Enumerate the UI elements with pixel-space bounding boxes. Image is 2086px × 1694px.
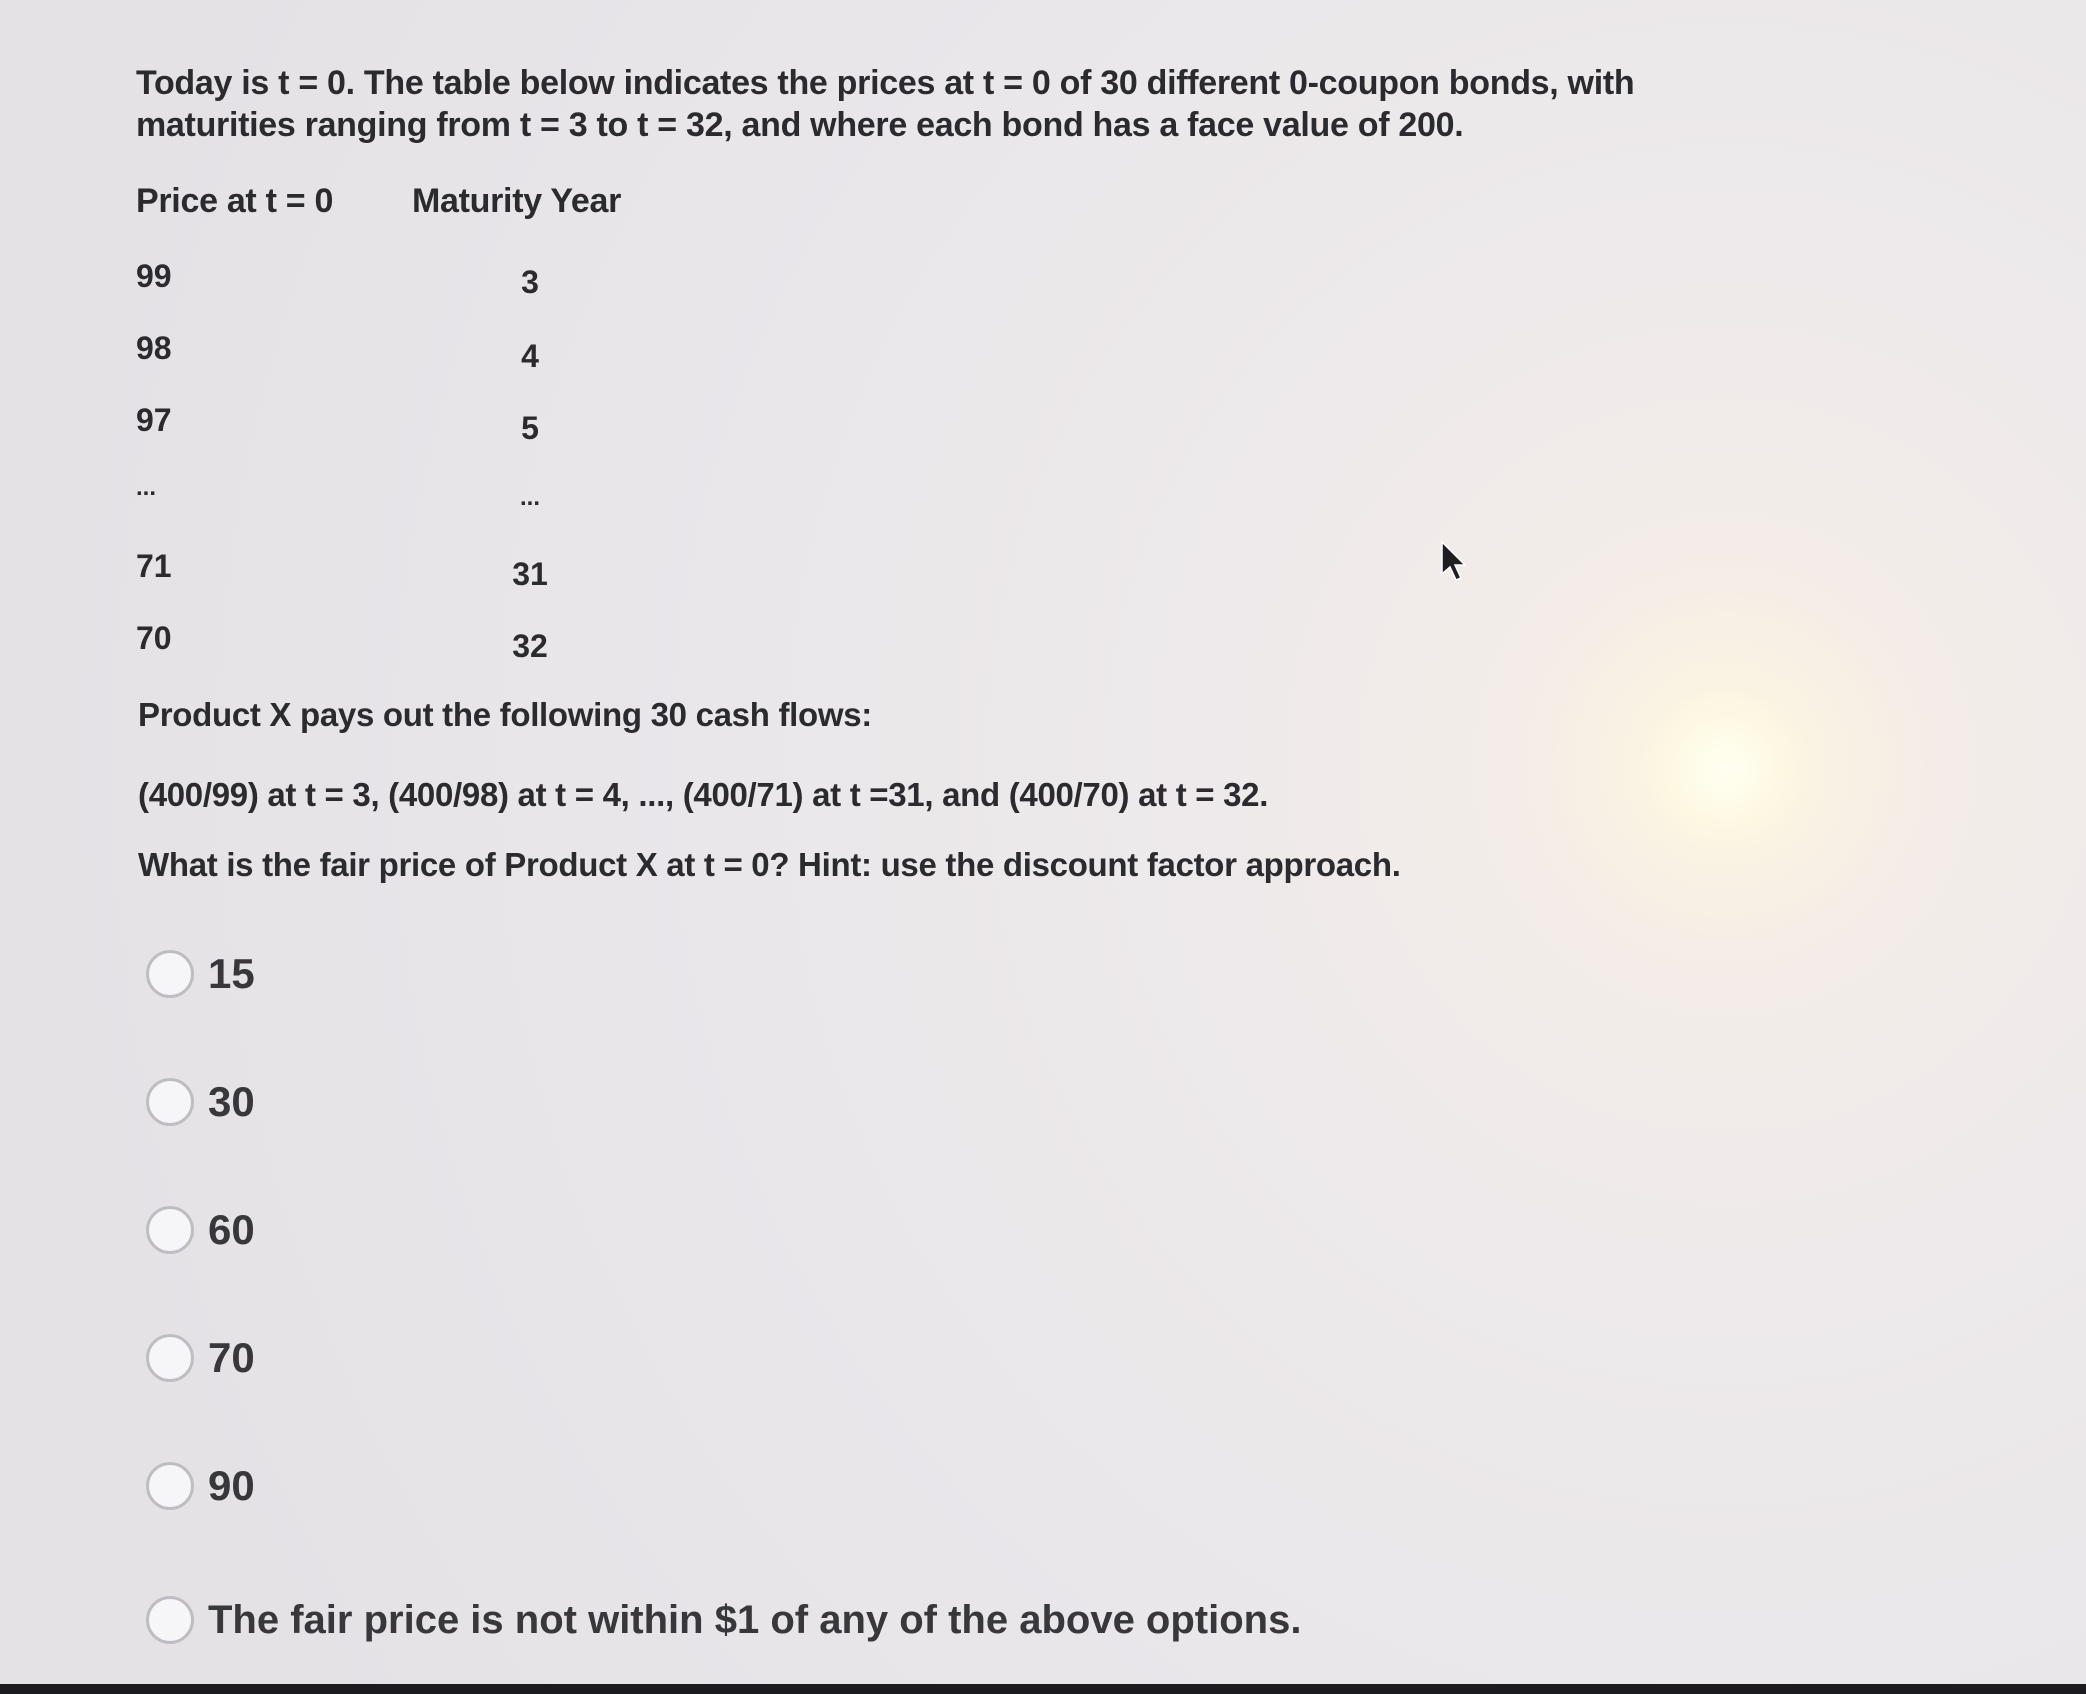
table-cell-price: ... (136, 474, 157, 501)
table-header-maturity-year: Maturity Year (412, 182, 622, 220)
table-cell-price: 70 (136, 620, 172, 656)
screen-glare (1635, 690, 1815, 850)
table-cell-year: 4 (521, 338, 539, 374)
radio-button-icon[interactable] (146, 1078, 194, 1126)
radio-button-icon[interactable] (146, 1206, 194, 1254)
monitor-bezel-edge (0, 1684, 2086, 1694)
answer-option-label: The fair price is not within $1 of any of the above options. (208, 1597, 1302, 1642)
answer-option-label: 90 (208, 1462, 255, 1509)
radio-button-icon[interactable] (146, 1596, 194, 1644)
mouse-pointer-icon (1440, 540, 1466, 582)
cash-flow-list: (400/99) at t = 3, (400/98) at t = 4, ..., (400/71) at t =31, and (400/70) at t = 32. (138, 776, 1269, 813)
question-intro: Today is t = 0. The table below indicates the prices at t = 0 of 30 different 0-coupon bonds, with maturities ranging from t = 3 to t = 32, and where each bond has a face value of 200. (136, 64, 1635, 144)
answer-option-90[interactable] (146, 1456, 255, 1516)
answer-option-label: 70 (208, 1334, 255, 1381)
answer-option-70[interactable] (146, 1328, 255, 1388)
answer-option-60[interactable] (146, 1200, 255, 1260)
table-cell-year: 32 (512, 628, 548, 664)
table-cell-price: 98 (136, 330, 172, 366)
answer-option-none[interactable] (146, 1590, 1301, 1650)
cash-flow-intro: Product X pays out the following 30 cash flows: (138, 696, 872, 733)
table-cell-year: 31 (512, 556, 548, 592)
table-cell-price: 97 (136, 402, 172, 438)
table-cell-price: 99 (136, 258, 172, 294)
answer-option-label: 60 (208, 1206, 255, 1253)
table-header-price: Price at t = 0 (136, 182, 334, 220)
radio-button-icon[interactable] (146, 950, 194, 998)
question-text: What is the fair price of Product X at t = 0? Hint: use the discount factor approach. (138, 846, 1401, 883)
radio-button-icon[interactable] (146, 1462, 194, 1510)
answer-option-30[interactable] (146, 1072, 255, 1132)
table-cell-year: 5 (521, 410, 539, 446)
radio-button-icon[interactable] (146, 1334, 194, 1382)
table-cell-year: 3 (521, 264, 539, 300)
table-cell-year: ... (519, 484, 540, 511)
answer-option-label: 30 (208, 1078, 255, 1125)
answer-option-15[interactable] (146, 944, 255, 1004)
table-cell-price: 71 (136, 548, 172, 584)
answer-option-label: 15 (208, 950, 255, 997)
